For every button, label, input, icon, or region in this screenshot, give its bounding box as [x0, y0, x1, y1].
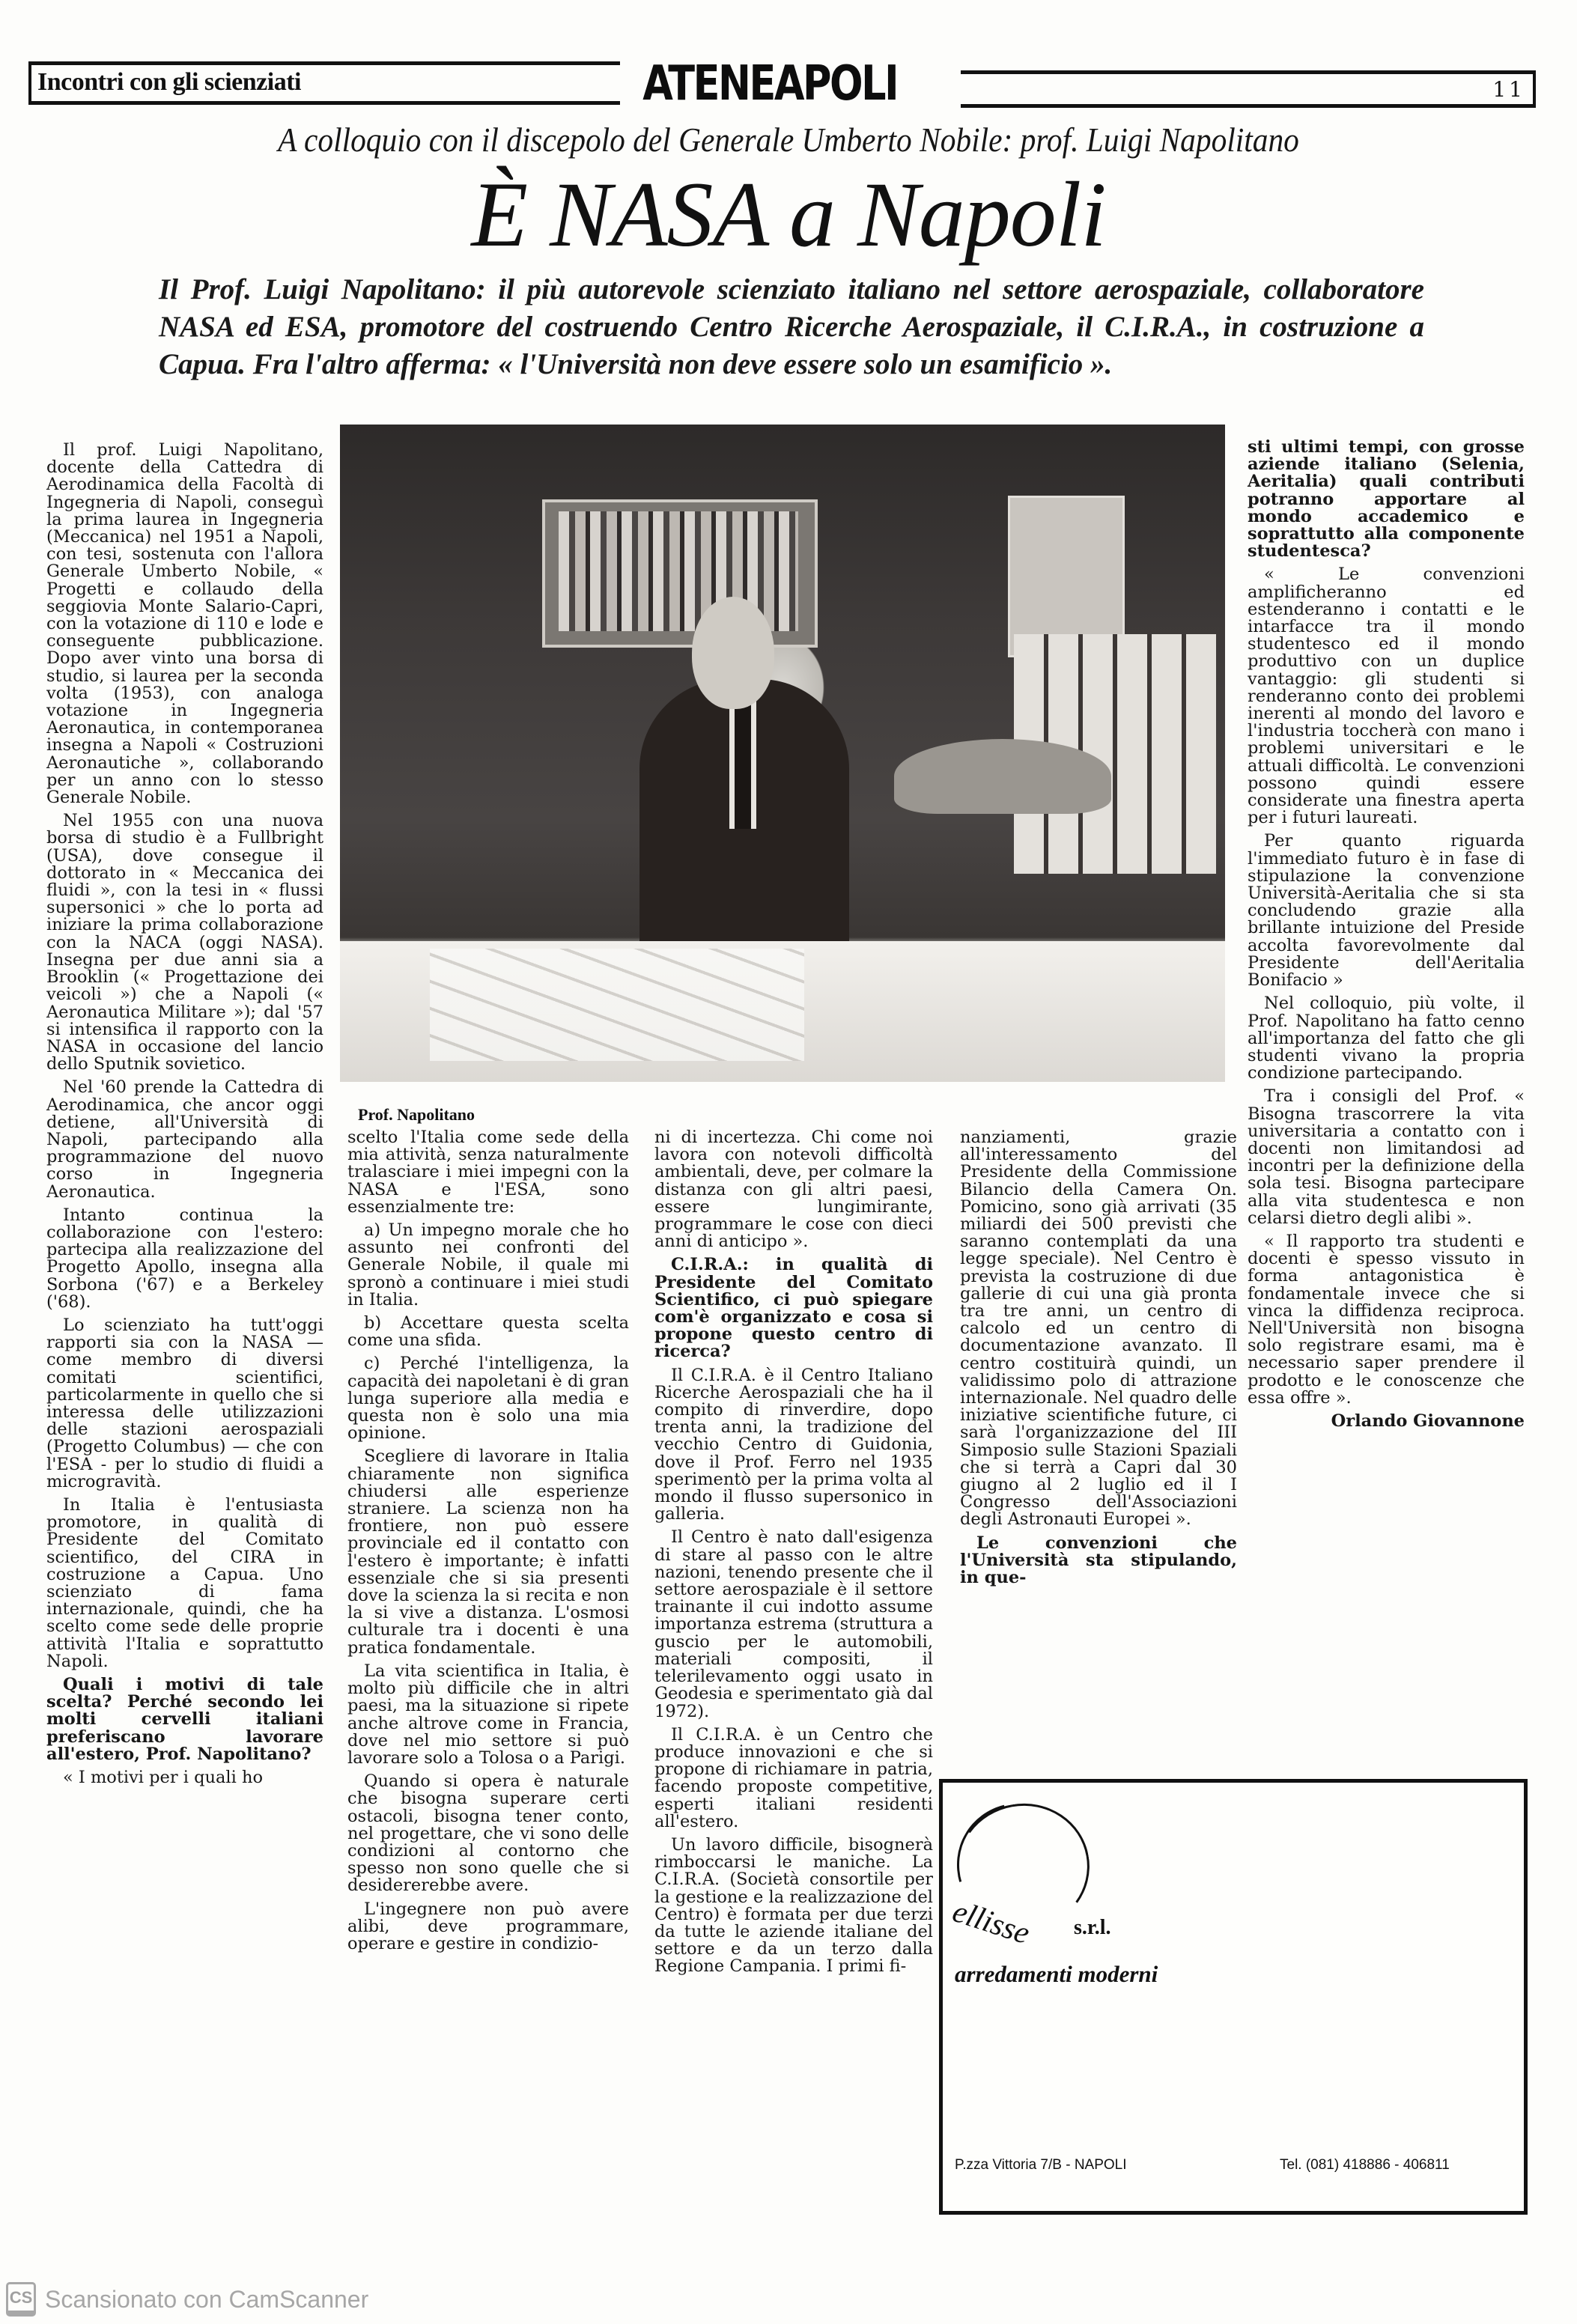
- article-column-5: [1248, 439, 1525, 1430]
- article-paragraph: Lo scienziato ha tutt'oggi rapporti sia con la NASA — come membro di diversi comitati scientifici, particolarmente in quello che si interessa delle utilizzazioni delle stazioni aerospaziali (Progetto Columbus) — che con l'ESA - per lo studio di fluidi a microgravità.: [46, 1315, 323, 1491]
- article-paragraph: « Il rapporto tra studenti e docenti è spesso vissuto in forma antagonistica è fondamentale invece che si vinca la diffidenza reciproca. Nell'Università non bisogna solo registrare esami, ma è necessario saper prendere il prodotto e le conoscenze che essa offre ».: [1248, 1231, 1525, 1408]
- article-paragraph: L'ingegnere non può avere alibi, deve programmare, operare e gestire in condizio-: [347, 1899, 629, 1953]
- article-column-4: [960, 1129, 1237, 1593]
- article-paragraph: nanziamenti, grazie all'interessamento del Presidente della Commissione Bilancio della Camera On. Pomicino, sono già arrivati (35 miliardi dei 500 previsti che saranno contemplati da una legge speciale). Nel Centro è prevista la costruzione di due gallerie di cui una già pronta tra tre anni, un centro di calcolo ed un centro di documentazione avanzato. Il centro costituirà quindi, un validissimo polo di attrazione internazionale. Nel quadro delle iniziative scientifiche future, ci sarà l'organizzazione del III Simposio sulle Stazioni Spaziali che si terrà a Capri dal 30 giugno al 2 luglio ed il I Congresso dell'Associazioni degli Astronauti Europei ».: [960, 1128, 1237, 1530]
- photo-tie: [735, 702, 751, 829]
- article-paragraph: La vita scientifica in Italia, è molto più difficile che in altri paesi, ma la situazione si ripete anche altrove come in Francia, dove nel mio settore si può lavorare solo a Tolosa o a Parigi.: [347, 1661, 629, 1768]
- article-paragraph: Nel '60 prende la Cattedra di Aerodinamica, che ancor oggi detiene, all'Università di Napoli, partecipando alla programmazione del nuovo corso in Ingegneria Aeronautica.: [46, 1077, 323, 1202]
- ad-tagline: arredamenti moderni: [955, 1961, 1158, 1987]
- article-paragraph: Tra i consigli del Prof. « Bisogna trascorrere la vita universitaria a contatto con i docenti non limitandosi ad incontri per la definizione della sola tesi. Bisogna partecipare alla vita studentesca e non celarsi dietro degli alibi ».: [1248, 1086, 1525, 1228]
- section-label: Incontri con gli scienziati: [37, 68, 301, 96]
- author-byline: Orlando Giovannone: [1331, 1411, 1525, 1431]
- interview-question: Le convenzioni che l'Università sta stipulando, in que-: [960, 1533, 1237, 1588]
- article-paragraph: Scegliere di lavorare in Italia chiaramente non significa chiudersi alle esperienze straniere. La scienza non ha frontiere, non può essere provinciale ed il contatto con l'estero è importante; è infatti essenziale che si sia presenti dove la scienza la si recita e non la si vive a distanza. L'osmosi culturale tra i docenti è una pratica fondamentale.: [347, 1447, 629, 1658]
- article-paragraph: a) Un impegno morale che ho assunto nei confronti del Generale Nobile, il quale mi spronò a continuare i miei studi in Italia.: [347, 1220, 629, 1309]
- ad-brand-name: ellisse: [948, 1893, 1034, 1952]
- interview-question: Quali i motivi di tale scelta? Perché secondo lei molti cervelli italiani preferiscano lavorare all'estero, Prof. Napolitano?: [46, 1675, 323, 1764]
- ad-phone: Tel. (081) 418886 - 406811: [1280, 2157, 1450, 2173]
- article-standfirst: Il Prof. Luigi Napolitano: il più autorevole scienziato italiano nel settore aerospaziale, collaboratore NASA ed ESA, promotore del costruendo Centro Ricerche Aerospaziale, il C.I.R.A., in costruzione a Capua. Fra l'altro afferma: « l'Università non deve essere solo un esamificio ».: [159, 273, 1424, 380]
- camscanner-logo-icon: CS: [6, 2282, 36, 2317]
- photo-papers: [430, 949, 804, 1061]
- section-banner: [28, 61, 620, 105]
- photo-wall-frame: [1008, 496, 1125, 657]
- article-paragraph: scelto l'Italia come sede della mia attività, senza naturalmente tralasciare i miei impegni con la NASA e l'ESA, sono essenzialmente tre:: [347, 1128, 629, 1217]
- page-banner: [961, 70, 1536, 108]
- photo-person-head: [692, 597, 774, 709]
- article-paragraph: Un lavoro difficile, bisognerà rimboccarsi le maniche. La C.I.R.A. (Società consortile per la gestione e la realizzazione del Centro) è formata per due terzi da tutte le aziende italiane del settore e da un terzo dalla Regione Campania. I primi fi-: [654, 1834, 933, 1977]
- camscanner-watermark: [6, 2281, 368, 2318]
- article-paragraph: b) Accettare questa scelta come una sfida.: [347, 1313, 629, 1351]
- article-column-3: [654, 1129, 933, 1982]
- article-column-1: [46, 442, 323, 1792]
- article-paragraph: In Italia è l'entusiasta promotore, in qualità di Presidente del Comitato scientifico, del CIRA in costruzione a Capua. Uno scienziato di fama internazionale, quindi, che ha scelto come sede delle proprie attività l'Italia e soprattutto Napoli.: [46, 1494, 323, 1671]
- article-paragraph: Il C.I.R.A. è il Centro Italiano Ricerche Aerospaziali che ha il compito di rinverdire, dopo trenta anni, la tradizione del vecchio Centro di Guidonia, dove il Prof. Ferro nel 1935 sperimentò per la prima volta al mondo il flusso supersonico in galleria.: [654, 1365, 933, 1524]
- ad-company-suffix: s.r.l.: [1074, 1916, 1111, 1939]
- article-paragraph: « Le convenzioni amplificheranno ed estenderanno i contatti e le intarfacce tra il mondo studentesco ed il mondo produttivo con un duplice vantaggio: gli studenti si renderanno conto dei problemi inerenti al mondo del lavoro e l'industria toccherà con mano i problemi universitari e le attuali difficoltà. Le convenzioni possono quindi essere considerate una finestra aperta per i futuri laureati.: [1248, 565, 1525, 828]
- article-paragraph: Per quanto riguarda l'immediato futuro è in fase di stipulazione la convenzione Università-Aeritalia che si sta concludendo grazie alla brillante intuizione del Preside accolta favorevolmente dal Presidente dell'Aeritalia Bonifacio »: [1248, 831, 1525, 991]
- article-paragraph: Il prof. Luigi Napolitano, docente della Cattedra di Aerodinamica della Facoltà di Ingegneria di Napoli, conseguì la prima laurea in Ingegneria (Meccanica) nel 1951 a Napoli, con tesi, sostenuta con l'allora Generale Umberto Nobile, « Progetti e collaudo della seggiovia Monte Salario-Capri, con la votazione di 110 e lode e conseguente pubblicazione. Dopo aver vinto una borsa di studio, si laurea per la seconda volta (1953), con analoga votazione in Ingegneria Aeronautica, in contemporanea insegna a Napoli « Costruzioni Aeronautiche », collaborando per un anno con lo stesso Generale Nobile.: [46, 440, 323, 808]
- article-paragraph: Quando si opera è naturale che bisogna superare certi ostacoli, bisogna tener conto, nel progettare, che vi sono delle condizioni al contorno che spesso non sono quelle che si desidererebbe avere.: [347, 1771, 629, 1896]
- article-paragraph: ni di incertezza. Chi come noi lavora con notevoli difficoltà ambientali, deve, per colmare la distanza con gli altri paesi, essere lungimirante, programmare le cose con dieci anni di anticipo ».: [654, 1128, 933, 1252]
- article-column-2: [347, 1129, 629, 1959]
- article-paragraph: Il C.I.R.A. è un Centro che produce innovazioni e che si propone di richiamare in patria, facendo proposte competitive, esperti italiani residenti all'estero.: [654, 1724, 933, 1831]
- portrait-photo: [340, 425, 1225, 1082]
- article-paragraph: Nel 1955 con una nuova borsa di studio è a Fullbright (USA), dove consegue il dottorato in « Meccanica dei fluidi », con la tesi in « flussi supersonici » che lo porta ad iniziare la prima collaborazione con la NACA (oggi NASA). Insegna per due anni sia a Brooklin (« Progettazione dei veicoli ») che a Napoli (« Aeronautica Militare »); dal '57 si intensifica il rapporto con la NASA in occasione del lancio dello Sputnik sovietico.: [46, 811, 323, 1074]
- photo-bookshelf: [542, 499, 818, 648]
- interview-question: sti ultimi tempi, con grosse aziende italiano (Selenia, Aeritalia) quali contributi potranno apportare al mondo accademico e soprattutto alla componente studentesca?: [1248, 437, 1525, 562]
- article-paragraph: Intanto continua la collaborazione con l'estero: partecipa alla realizzazione del Progetto Apollo, insegna alla Sorbona ('67) e a Berkeley ('68).: [46, 1205, 323, 1312]
- page-number: 11: [1492, 77, 1525, 102]
- publication-logo: ATENEAPOLI: [642, 56, 898, 112]
- article-paragraph: Il Centro è nato dall'esigenza di stare al passo con le altre nazioni, tenendo presente che il settore aerospaziale è il settore trainante il cui indotto assume importanza estrema (struttura a guscio per le automobili, materiali compositi, il telerilevamento oggi usato in Geodesia e sperimentato già dal 1972).: [654, 1527, 933, 1721]
- article-headline: È NASA a Napoli: [471, 163, 1106, 266]
- photo-caption: Prof. Napolitano: [358, 1105, 475, 1124]
- photo-desk-lamp: [894, 739, 1111, 814]
- camscanner-text: Scansionato con CamScanner: [45, 2285, 369, 2313]
- article-kicker: A colloquio con il discepolo del Generale Umberto Nobile: prof. Luigi Napolitano: [278, 121, 1299, 159]
- article-paragraph: Nel colloquio, più volte, il Prof. Napolitano ha fatto cenno all'importanza del fatto che gli studenti vivano la propria condizione partecipando.: [1248, 994, 1525, 1083]
- advertisement-box: [939, 1779, 1528, 2215]
- article-paragraph: c) Perché l'intelligenza, la capacità dei napoletani è di gran lunga superiore alla media e questa non è solo una mia opinione.: [347, 1354, 629, 1444]
- interview-question: C.I.R.A.: in qualità di Presidente del Comitato Scientifico, ci può spiegare com'è organizzato e cosa si propone questo centro di ricerca?: [654, 1255, 933, 1362]
- article-paragraph: « I motivi per i quali ho: [63, 1768, 264, 1788]
- ad-address: P.zza Vittoria 7/B - NAPOLI: [955, 2157, 1127, 2173]
